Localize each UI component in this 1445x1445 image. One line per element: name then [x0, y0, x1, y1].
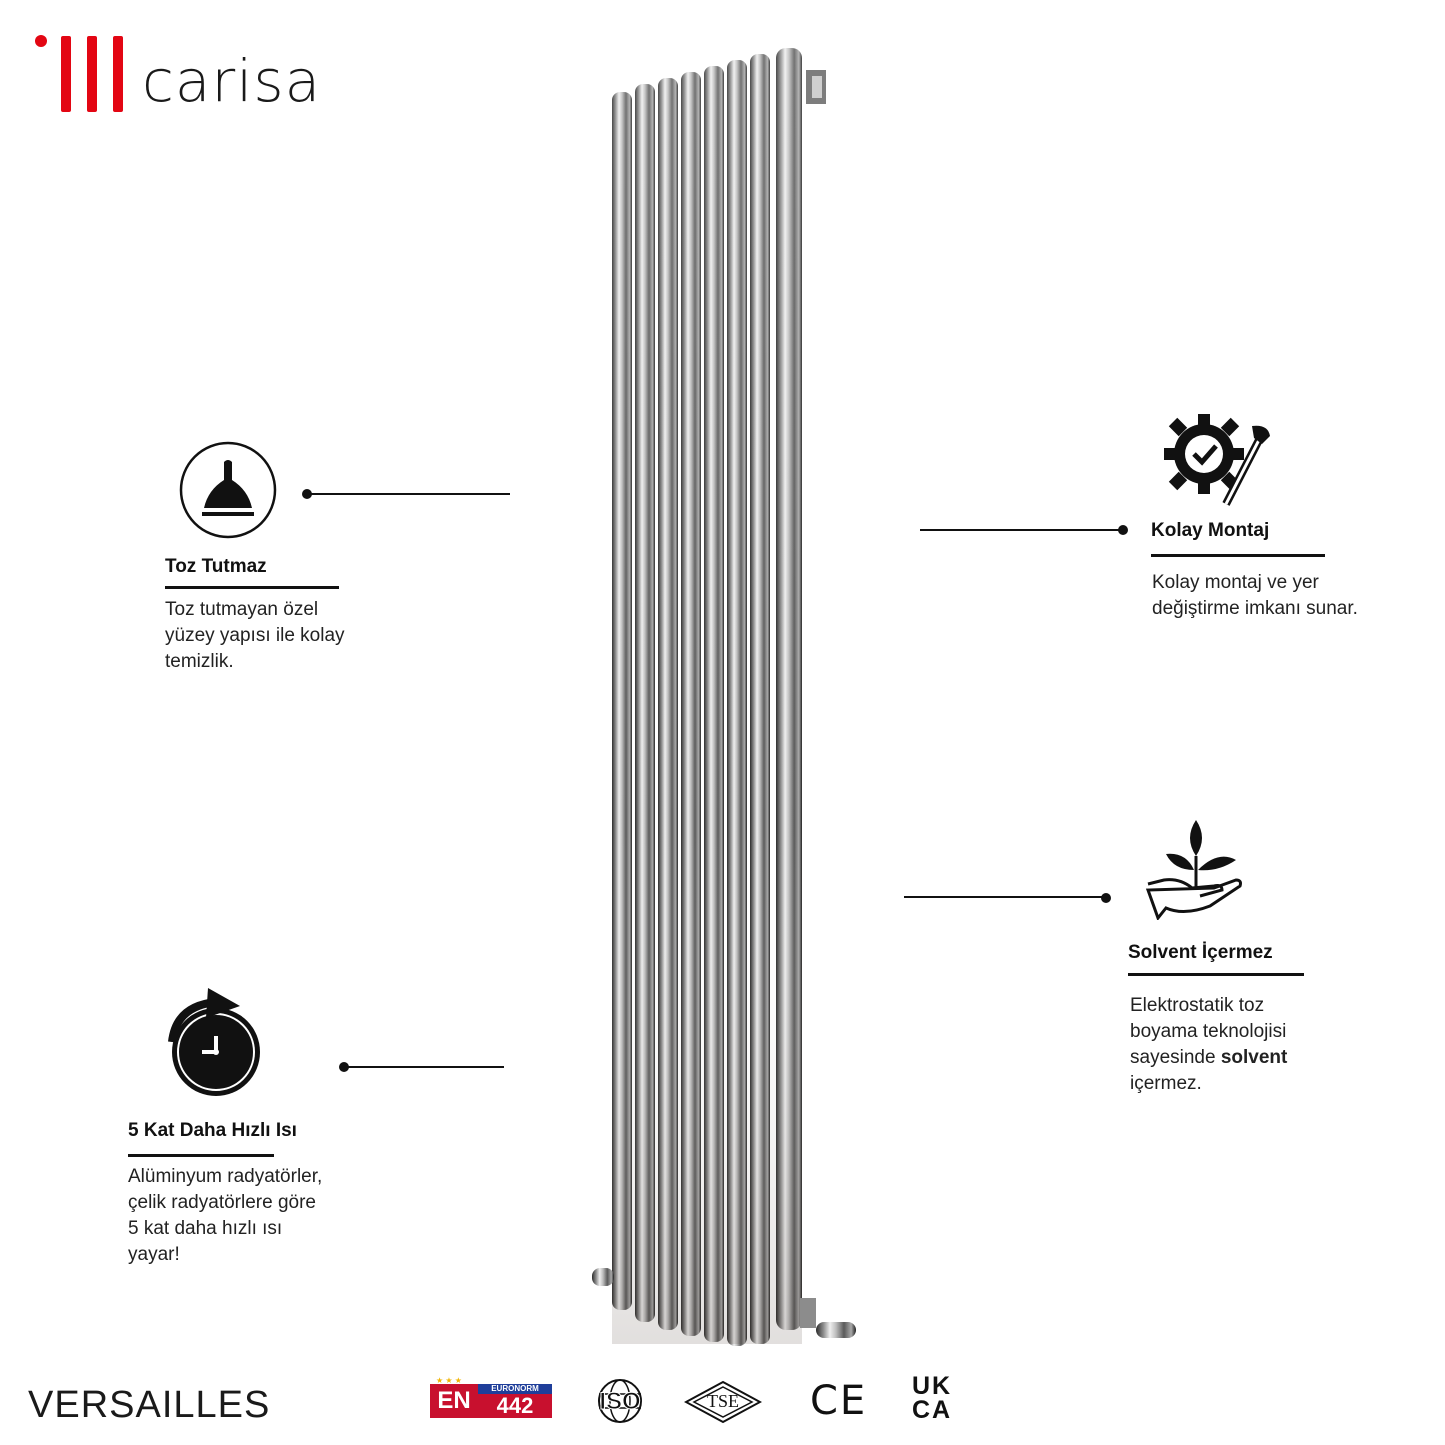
feature-description: Toz tutmayan özel yüzey yapısı ile kolay temizlik.: [165, 599, 345, 672]
ce-mark: CE: [810, 1378, 868, 1424]
feature-title: Kolay Montaj: [1151, 520, 1270, 541]
radiator-image: [580, 40, 870, 1350]
connector-dot: [1101, 893, 1111, 903]
product-name: VERSAILLES: [28, 1384, 271, 1426]
feature-title: Solvent İçermez: [1128, 942, 1273, 963]
feature-description: Kolay montaj ve yer değiştirme imkanı sunar.: [1152, 572, 1358, 619]
feature-description: Alüminyum radyatörler, çelik radyatörlere göre 5 kat daha hızlı ısı yayar!: [128, 1166, 323, 1265]
feature-description: Elektrostatik toz boyama teknolojisi sayesinde solvent içermez.: [1130, 995, 1288, 1094]
connector-line: [344, 1066, 504, 1068]
en-442-badge: EN ★ ★ ★ EURONORM 442: [430, 1378, 552, 1422]
gear-wrench-check-icon: [1164, 410, 1274, 510]
ukca-mark: UK CA: [912, 1372, 953, 1424]
dust-brush-icon: [178, 440, 278, 540]
connector-dot: [1118, 525, 1128, 535]
fast-clock-icon: [164, 986, 268, 1100]
title-underline: [1128, 973, 1304, 976]
connector-line: [920, 529, 1124, 531]
title-underline: [128, 1154, 274, 1157]
connector-line: [904, 896, 1108, 898]
feature-title: 5 Kat Daha Hızlı Isı: [128, 1120, 297, 1141]
brand-name: carisa: [142, 47, 322, 115]
title-underline: [1151, 554, 1325, 557]
feature-title: Toz Tutmaz: [165, 556, 267, 577]
iso-badge: ISO: [590, 1378, 650, 1424]
hand-plant-icon: [1144, 818, 1244, 920]
title-underline: [165, 586, 339, 589]
connector-line: [308, 493, 510, 495]
tse-badge: TSE: [684, 1380, 762, 1424]
